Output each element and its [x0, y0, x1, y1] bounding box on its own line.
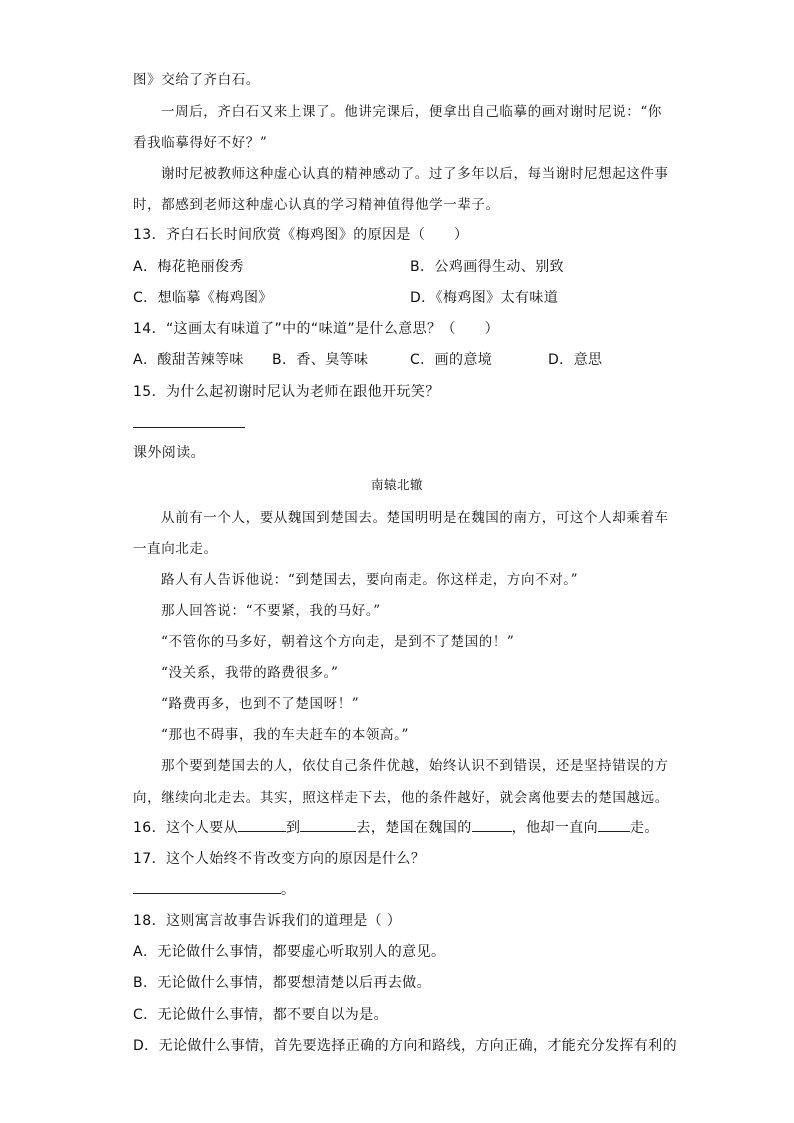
q16-text: 16．这个人要从 [133, 820, 239, 836]
passage-line: 谢时尼被教师这种虚心认真的精神感动了。过了多年以后，每当谢时尼想起这件事 [161, 166, 669, 182]
q17-answer-row [133, 879, 295, 899]
passage-line: “没关系，我带的路费很多。” [161, 665, 339, 681]
q13-option-d[interactable]: D．《梅鸡图》太有味道 [410, 290, 559, 306]
passage-line: 一周后，齐白石又来上课了。他讲完课后，便拿出自己临摹的画对谢时尼说：“你 [161, 104, 663, 120]
passage-line: “不管你的马多好，朝着这个方向走，是到不了楚国的！” [161, 634, 515, 650]
passage-line: 看我临摹得好不好？” [133, 135, 268, 151]
q17-answer-end: 。 [281, 882, 296, 898]
passage-line: “那也不碍事，我的车夫赶车的本领高。” [161, 727, 409, 743]
q16-text: ，他却一直向 [511, 820, 599, 836]
q16-blank-1[interactable] [238, 817, 286, 832]
q18-option-a[interactable]: A．无论做什么事情，都要虚心听取别人的意见。 [133, 944, 446, 960]
passage-line: 图》交给了齐白石。 [133, 72, 260, 88]
passage-line: 从前有一个人，要从魏国到楚国去。楚国明明是在魏国的南方，可这个人却乘着车 [161, 510, 669, 526]
passage-line: 那个要到楚国去的人，依仗自己条件优越，始终认识不到错误，还是坚持错误的方 [161, 758, 669, 774]
passage-line: “路费再多，也到不了楚国呀！” [161, 696, 360, 712]
q17-answer-line[interactable] [133, 879, 281, 894]
q16-blank-3[interactable] [472, 817, 512, 832]
question-17-stem: 17．这个人始终不肯改变方向的原因是什么？ [133, 851, 426, 867]
q15-answer-line[interactable] [133, 427, 245, 428]
q16-blank-2[interactable] [300, 817, 356, 832]
q14-option-d[interactable]: D．意思 [548, 352, 603, 368]
q16-text: 走。 [630, 820, 659, 836]
q14-option-c[interactable]: C．画的意境 [410, 352, 493, 368]
passage-title: 南辕北辙 [370, 477, 423, 492]
q16-blank-4[interactable] [598, 817, 630, 832]
question-15-stem: 15．为什么起初谢时尼认为老师在跟他开玩笑？ [133, 384, 440, 400]
passage-line: 那人回答说：“不要紧，我的马好。” [161, 603, 381, 619]
q13-option-c[interactable]: C．想临摹《梅鸡图》 [133, 290, 273, 306]
question-18-stem: 18．这则寓言故事告诉我们的道理是（ ） [133, 913, 402, 929]
passage-line: 路人有人告诉他说：“到楚国去，要向南走。你这样走，方向不对。” [161, 572, 579, 588]
q13-option-a[interactable]: A．梅花艳丽俊秀 [133, 259, 244, 275]
section-heading: 课外阅读。 [133, 445, 205, 461]
passage-line: 向，继续向北走去。其实，照这样走下去，他的条件越好，就会离他要去的楚国越远。 [133, 790, 669, 806]
question-14-stem: 14．“这画太有味道了”中的“味道”是什么意思？（ ） [133, 321, 500, 337]
passage-line: 一直向北走。 [133, 541, 218, 557]
q18-option-d[interactable]: D．无论做什么事情，首先要选择正确的方向和路线，方向正确，才能充分发挥有利的 [133, 1038, 677, 1054]
q16-text: 到 [286, 820, 301, 836]
q14-option-a[interactable]: A．酸甜苦辣等味 [133, 352, 244, 368]
q18-option-b[interactable]: B．无论做什么事情，都要想清楚以后再去做。 [133, 975, 432, 991]
passage-line: 时，都感到老师这种虚心认真的学习精神值得他学一辈子。 [133, 197, 500, 213]
q14-option-b[interactable]: B．香、臭等味 [272, 352, 369, 368]
question-13-stem: 13．齐白石长时间欣赏《梅鸡图》的原因是（ ） [133, 227, 469, 243]
q16-text: 去，楚国在魏国的 [356, 820, 472, 836]
q13-option-b[interactable]: B．公鸡画得生动、别致 [410, 259, 565, 275]
q18-option-c[interactable]: C．无论做什么事情，都不要自以为是。 [133, 1007, 388, 1023]
question-16 [133, 817, 659, 837]
